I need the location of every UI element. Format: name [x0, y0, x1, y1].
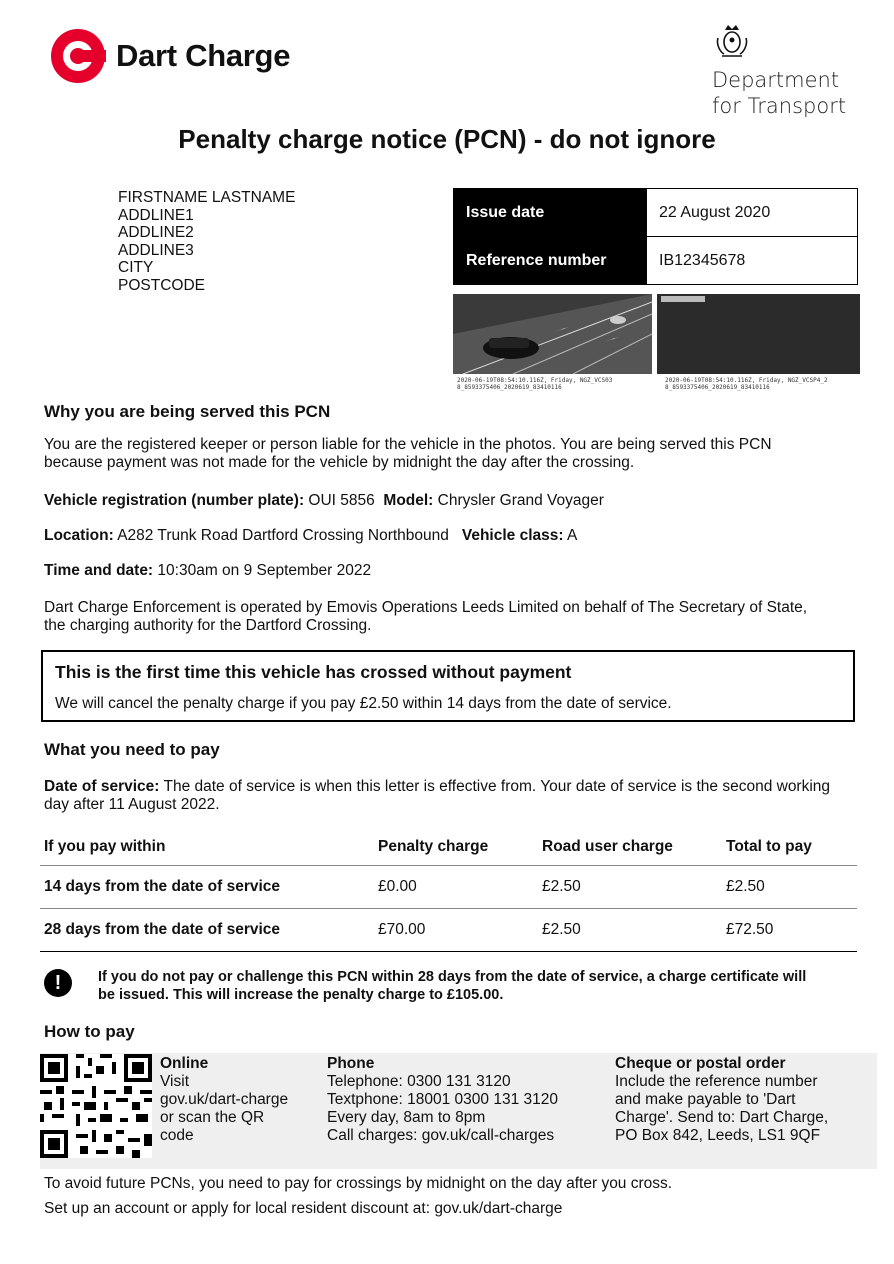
first-time-heading: This is the first time this vehicle has crossed without payment	[55, 662, 572, 682]
address-line3: ADDLINE3	[118, 241, 194, 259]
dft-line2: for Transport	[712, 94, 847, 118]
address-name: FIRSTNAME LASTNAME	[118, 189, 296, 206]
dft-logo	[712, 22, 872, 119]
row2-period: 28 days from the date of service	[40, 909, 374, 952]
reference-value: IB12345678	[647, 237, 858, 285]
online-line3: or scan the QR	[160, 1109, 265, 1126]
vehicle-details	[44, 492, 844, 510]
phone-telephone: Telephone: 0300 131 3120	[327, 1073, 511, 1090]
class-label: Vehicle class:	[461, 527, 564, 544]
cheque-line3: Charge'. Send to: Dart Charge,	[615, 1109, 829, 1126]
first-time-notice	[41, 650, 855, 722]
warning-text: If you do not pay or challenge this PCN within 28 days from the date of service, a charge certificate will be issued. This will increase the penalty charge to £105.00.	[98, 969, 807, 1003]
cheque-column	[615, 1055, 877, 1145]
table-row	[40, 909, 857, 952]
cheque-line2: and make payable to 'Dart	[615, 1091, 796, 1108]
exclamation-icon: !	[44, 969, 72, 997]
time-value: 10:30am on 9 September 2022	[157, 562, 372, 579]
location-details	[44, 527, 844, 545]
online-line4: code	[160, 1127, 194, 1144]
first-time-text: We will cancel the penalty charge if you pay £2.50 within 14 days from the date of service.	[55, 695, 672, 712]
service-label: Date of service:	[44, 778, 160, 795]
royal-crest-icon	[714, 22, 750, 58]
dart-charge-logo	[50, 28, 290, 84]
time-label: Time and date:	[44, 562, 154, 579]
phone-title: Phone	[327, 1055, 375, 1072]
page-title: Penalty charge notice (PCN) - do not ignore	[178, 124, 716, 154]
photo-caption-2-line1: 2020-06-19T08:54:10.116Z, Friday, NGZ_VCSP4_2	[665, 377, 828, 384]
col-pay-within: If you pay within	[44, 838, 166, 855]
photo-caption-2	[665, 377, 828, 391]
why-text: You are the registered keeper or person liable for the vehicle in the photos. You are being served this PCN because payment was not made for the vehicle by midnight the day after the crossing.	[44, 436, 772, 471]
vrn-value: OUI 5856	[308, 492, 375, 509]
footer-line2: Set up an account or apply for local resident discount at: gov.uk/dart-charge	[44, 1200, 563, 1217]
reference-row	[454, 237, 858, 285]
dart-charge-logo-icon	[50, 28, 106, 84]
issue-date-value: 22 August 2020	[647, 189, 858, 237]
reference-label: Reference number	[454, 237, 647, 285]
issue-date-row	[454, 189, 858, 237]
location-label: Location:	[44, 527, 114, 544]
issue-date-label: Issue date	[454, 189, 647, 237]
pay-heading: What you need to pay	[44, 740, 220, 759]
why-heading: Why you are being served this PCN	[44, 402, 331, 421]
footer-line1: To avoid future PCNs, you need to pay for crossings by midnight on the day after you cross.	[44, 1175, 673, 1192]
model-value: Chrysler Grand Voyager	[437, 492, 604, 509]
operator-text: Dart Charge Enforcement is operated by Emovis Operations Leeds Limited on behalf of The Secretary of State, the charging authority for the Dartford Crossing.	[44, 599, 808, 634]
address-postcode: POSTCODE	[118, 276, 205, 294]
model-label: Model:	[383, 492, 434, 509]
row1-penalty: £0.00	[374, 866, 538, 909]
payment-table-header	[40, 829, 857, 866]
camera-photo-1	[453, 294, 652, 374]
camera-photo-2	[657, 294, 860, 374]
recipient-address	[118, 189, 295, 294]
row1-total: £2.50	[722, 866, 857, 909]
photo-caption-1-line1: 2020-06-19T08:54:10.116Z, Friday, NGZ_VCS03	[457, 377, 613, 384]
address-line1: ADDLINE1	[118, 206, 194, 224]
phone-call-charges: Call charges: gov.uk/call-charges	[327, 1127, 555, 1144]
address-line2: ADDLINE2	[118, 224, 194, 241]
phone-textphone: Textphone: 18001 0300 131 3120	[327, 1091, 558, 1108]
date-of-service	[44, 778, 844, 814]
photo-caption-1-line2: 8_8593375406_2020619_83410116	[457, 384, 562, 391]
photo-caption-1	[457, 377, 612, 391]
cheque-title: Cheque or postal order	[615, 1055, 786, 1072]
col-road-user: Road user charge	[542, 838, 673, 855]
row1-period: 14 days from the date of service	[40, 866, 374, 909]
row2-penalty: £70.00	[374, 909, 538, 952]
location-value: A282 Trunk Road Dartford Crossing Northbound	[117, 527, 449, 544]
qr-code-icon[interactable]	[40, 1054, 152, 1158]
online-title: Online	[160, 1055, 209, 1072]
notice-info-table	[453, 188, 858, 285]
phone-column	[327, 1055, 612, 1145]
cheque-line4: PO Box 842, Leeds, LS1 9QF	[615, 1127, 821, 1144]
photo-caption-2-line2: 8_8593375406_2020619_83410116	[665, 384, 770, 391]
dft-line1: Department	[712, 68, 840, 92]
payment-table	[40, 829, 857, 952]
col-penalty: Penalty charge	[378, 838, 489, 855]
time-details	[44, 562, 844, 580]
class-value: A	[566, 527, 578, 544]
vrn-label: Vehicle registration (number plate):	[44, 492, 305, 509]
row2-total: £72.50	[722, 909, 857, 952]
col-total: Total to pay	[726, 838, 812, 855]
address-city: CITY	[118, 259, 154, 276]
phone-hours: Every day, 8am to 8pm	[327, 1109, 486, 1126]
table-row	[40, 866, 857, 909]
how-heading: How to pay	[44, 1022, 135, 1041]
service-text: The date of service is when this letter is effective from. Your date of service is the second working day after 11 August 2022.	[44, 778, 831, 813]
online-column	[160, 1055, 320, 1145]
cheque-line1: Include the reference number	[615, 1073, 818, 1090]
brand-name: Dart Charge	[116, 38, 291, 73]
row1-road-user: £2.50	[538, 866, 722, 909]
online-line1: Visit	[160, 1073, 190, 1090]
row2-road-user: £2.50	[538, 909, 722, 952]
online-link[interactable]: gov.uk/dart-charge	[160, 1091, 289, 1108]
